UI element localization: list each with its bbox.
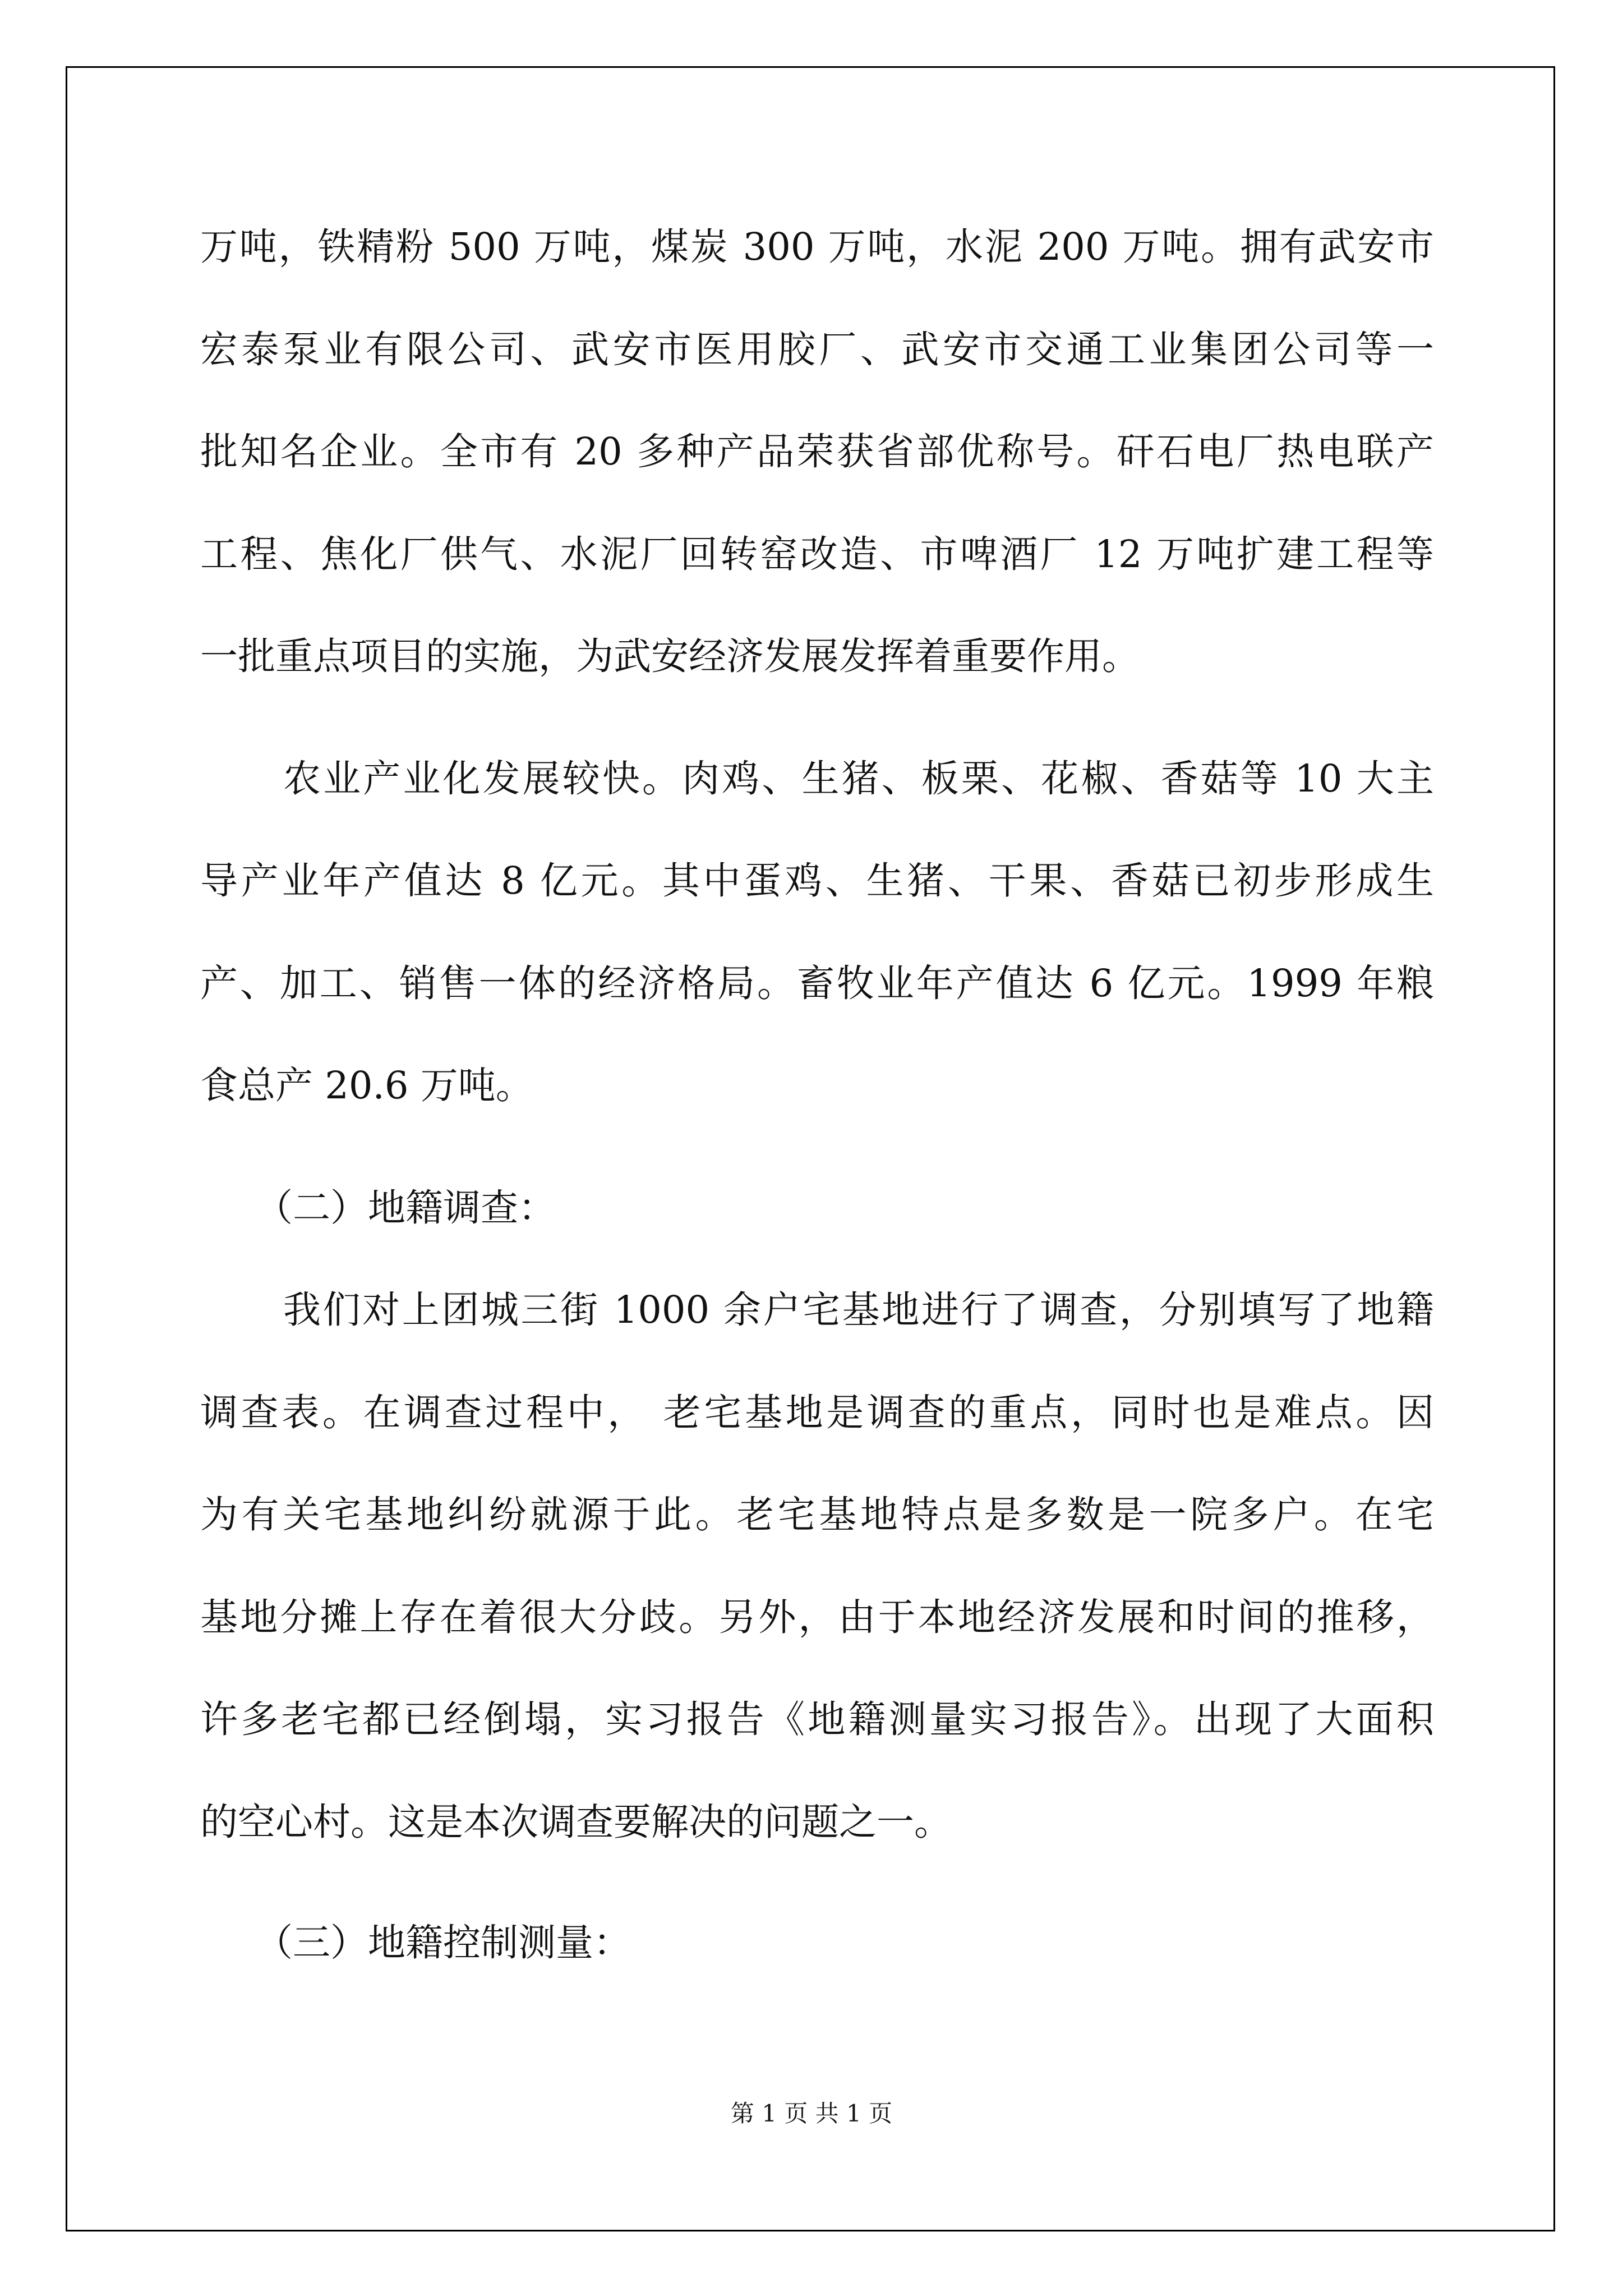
body-text-line: 工程、焦化厂供气、水泥厂回转窑改造、市啤酒厂 12 万吨扩建工程等 (200, 532, 1434, 576)
body-text-line: 宏泰泵业有限公司、武安市医用胶厂、武安市交通工业集团公司等一 (200, 328, 1434, 371)
body-text-line: 导产业年产值达 8 亿元。其中蛋鸡、生猪、干果、香菇已初步形成生 (200, 859, 1434, 903)
body-text-line: 许多老宅都已经倒塌，实习报告《地籍测量实习报告》。出现了大面积 (200, 1697, 1434, 1741)
body-text-line: 食总产 20.6 万吨。 (200, 1064, 533, 1107)
body-text-line: 为有关宅基地纠纷就源于此。老宅基地特点是多数是一院多户。在宅 (200, 1493, 1434, 1536)
body-text-line: 批知名企业。全市有 20 多种产品荣获省部优称号。矸石电厂热电联产 (200, 430, 1434, 473)
page-border (66, 66, 1555, 2231)
body-text-line: 调查表。在调查过程中， 老宅基地是调查的重点，同时也是难点。因 (200, 1391, 1434, 1434)
page-number-footer: 第 1 页 共 1 页 (730, 2100, 893, 2127)
body-text-line: 一批重点项目的实施，为武安经济发展发挥着重要作用。 (200, 634, 1140, 678)
body-text-line: 产、加工、销售一体的经济格局。畜牧业年产值达 6 亿元。1999 年粮 (200, 961, 1434, 1005)
body-text-line: 的空心村。这是本次调查要解决的问题之一。 (200, 1800, 952, 1844)
body-text-line: 基地分摊上存在着很大分歧。另外，由于本地经济发展和时间的推移， (200, 1595, 1434, 1639)
paragraph-first-line: 农业产业化发展较快。肉鸡、生猪、板栗、花椒、香菇等 10 大主 (283, 757, 1434, 800)
section-heading: （三）地籍控制测量： (255, 1921, 631, 1964)
body-text-line: 万吨，铁精粉 500 万吨，煤炭 300 万吨，水泥 200 万吨。拥有武安市 (200, 225, 1434, 269)
section-heading: （二）地籍调查： (255, 1186, 556, 1230)
paragraph-first-line: 我们对上团城三街 1000 余户宅基地进行了调查，分别填写了地籍 (283, 1288, 1434, 1332)
